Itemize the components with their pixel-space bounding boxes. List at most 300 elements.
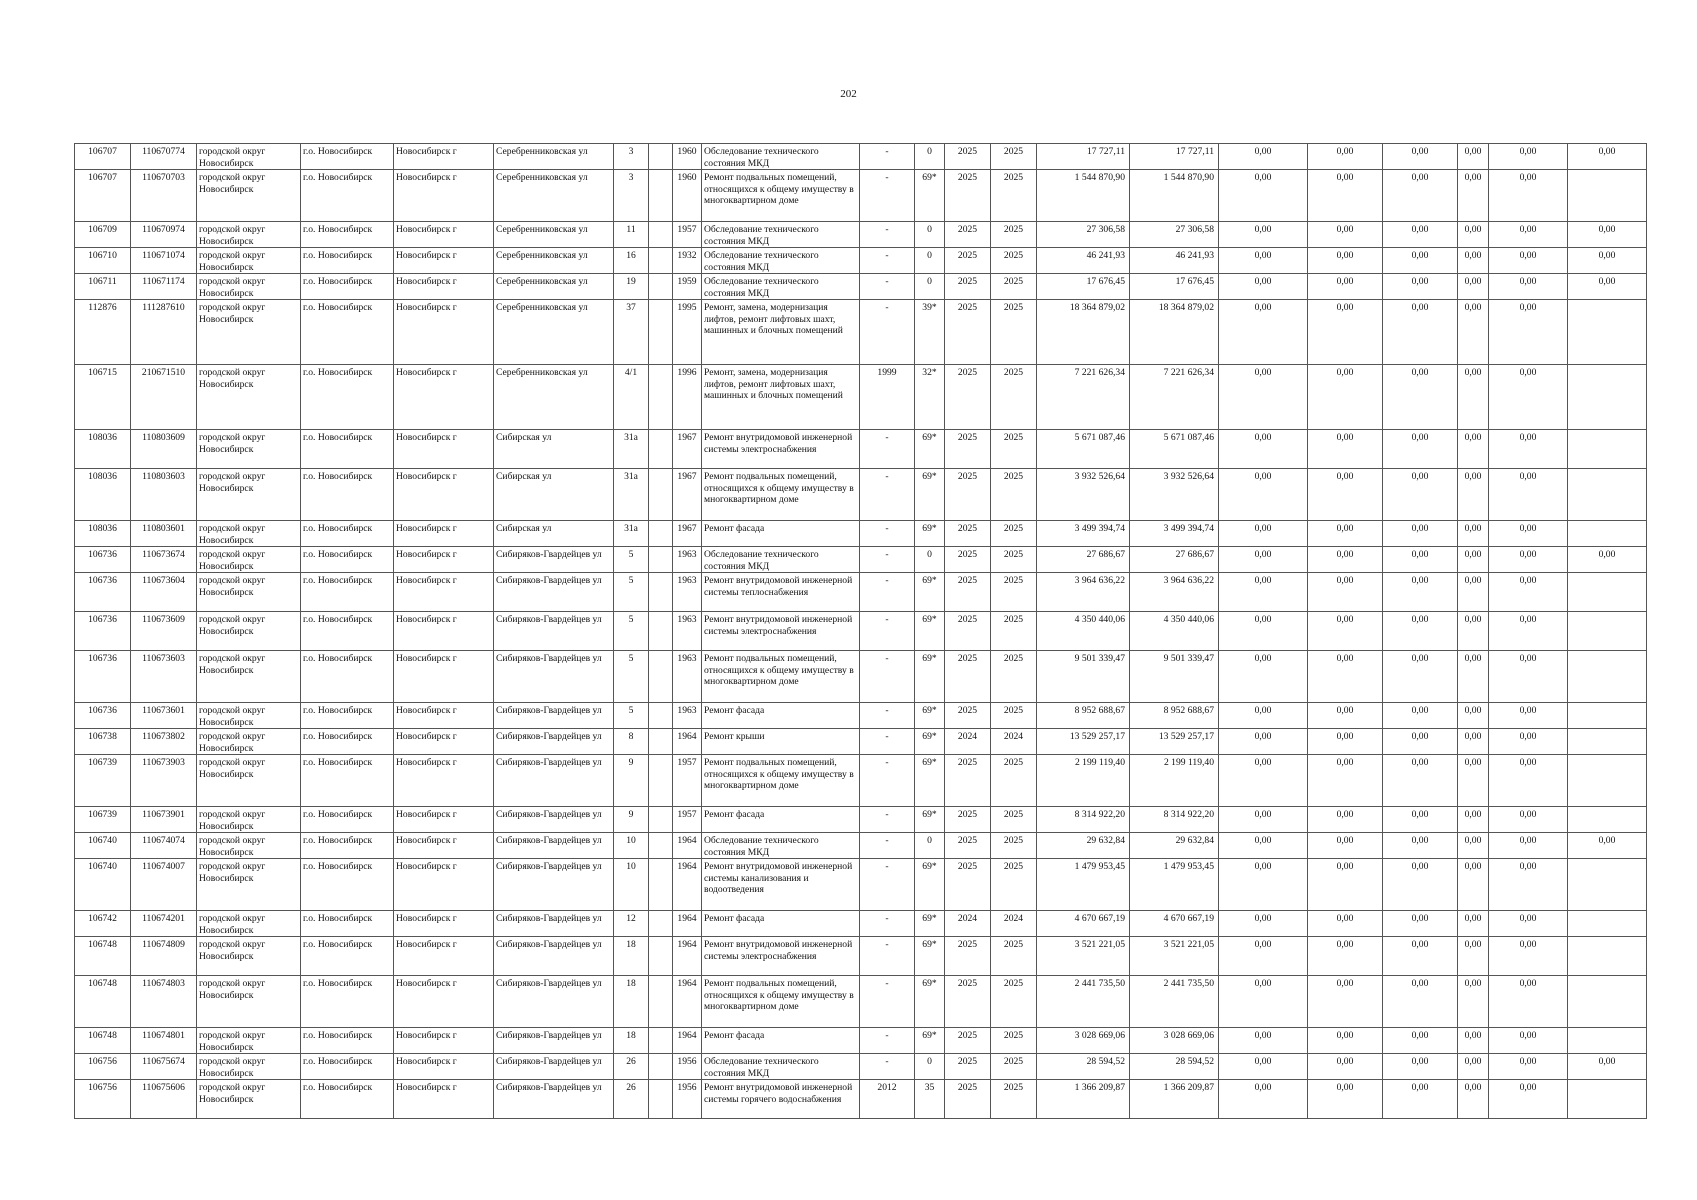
- col-id: 106707: [75, 144, 131, 170]
- col-id: 106711: [75, 274, 131, 300]
- col-last-repair: -: [860, 911, 915, 937]
- col-cost-owners: 0,00: [1458, 365, 1489, 430]
- col-cost-other: 0,00: [1489, 365, 1568, 430]
- col-year-built: 1956: [673, 1080, 702, 1119]
- col-municipality: городской округ Новосибирск: [197, 248, 301, 274]
- col-cost-owners: 0,00: [1458, 469, 1489, 521]
- col-cost-extra: 0,00: [1568, 274, 1647, 300]
- col-district: г.о. Новосибирск: [301, 300, 394, 365]
- col-year-from: 2024: [945, 911, 991, 937]
- col-cost-other: 0,00: [1489, 937, 1568, 976]
- col-work-type: Ремонт подвальных помещений, относящихся к общему имуществу в многоквартирном доме: [702, 976, 860, 1028]
- col-district: г.о. Новосибирск: [301, 703, 394, 729]
- col-cost-owners: 0,00: [1458, 1028, 1489, 1054]
- col-cost-regional: 0,00: [1308, 430, 1383, 469]
- col-korpus: [649, 274, 673, 300]
- col-cost-extra: [1568, 170, 1647, 222]
- col-city: Новосибирск г: [394, 547, 494, 573]
- table-row: [75, 729, 1647, 755]
- col-cost-local: 0,00: [1383, 911, 1458, 937]
- col-korpus: [649, 469, 673, 521]
- col-cost-extra: [1568, 469, 1647, 521]
- col-year-from: 2025: [945, 703, 991, 729]
- col-house: 31а: [614, 469, 649, 521]
- col-cost-owners: 0,00: [1458, 144, 1489, 170]
- col-year-built: 1964: [673, 833, 702, 859]
- col-cost-owners: 0,00: [1458, 911, 1489, 937]
- col-year-to: 2024: [991, 729, 1037, 755]
- col-district: г.о. Новосибирск: [301, 807, 394, 833]
- col-work-type: Ремонт крыши: [702, 729, 860, 755]
- table-row: [75, 911, 1647, 937]
- col-cost-total: 8 314 922,20: [1037, 807, 1130, 833]
- col-id: 106707: [75, 170, 131, 222]
- col-work-type: Ремонт фасада: [702, 911, 860, 937]
- col-wear: 39*: [915, 300, 945, 365]
- col-cost-federal: 0,00: [1219, 1028, 1308, 1054]
- col-year-built: 1932: [673, 248, 702, 274]
- col-cost-local: 0,00: [1383, 547, 1458, 573]
- col-cost-fund: 18 364 879,02: [1130, 300, 1219, 365]
- col-cost-federal: 0,00: [1219, 573, 1308, 612]
- table-row: [75, 469, 1647, 521]
- col-last-repair: -: [860, 755, 915, 807]
- col-wear: 32*: [915, 365, 945, 430]
- col-cost-regional: 0,00: [1308, 573, 1383, 612]
- col-id: 106709: [75, 222, 131, 248]
- col-work-type: Ремонт внутридомовой инженерной системы горячего водоснабжения: [702, 1080, 860, 1119]
- col-city: Новосибирск г: [394, 976, 494, 1028]
- col-city: Новосибирск г: [394, 937, 494, 976]
- col-work-type: Ремонт внутридомовой инженерной системы электроснабжения: [702, 430, 860, 469]
- col-year-to: 2025: [991, 170, 1037, 222]
- col-cost-regional: 0,00: [1308, 469, 1383, 521]
- col-cost-total: 9 501 339,47: [1037, 651, 1130, 703]
- col-cost-total: 8 952 688,67: [1037, 703, 1130, 729]
- col-district: г.о. Новосибирск: [301, 755, 394, 807]
- col-cost-fund: 8 952 688,67: [1130, 703, 1219, 729]
- col-year-from: 2025: [945, 1080, 991, 1119]
- col-cost-owners: 0,00: [1458, 755, 1489, 807]
- col-code: 110674801: [131, 1028, 197, 1054]
- col-cost-owners: 0,00: [1458, 1080, 1489, 1119]
- col-year-built: 1963: [673, 547, 702, 573]
- col-street: Серебренниковская ул: [494, 300, 614, 365]
- col-korpus: [649, 807, 673, 833]
- col-street: Серебренниковская ул: [494, 274, 614, 300]
- col-id: 108036: [75, 469, 131, 521]
- col-city: Новосибирск г: [394, 222, 494, 248]
- col-city: Новосибирск г: [394, 144, 494, 170]
- col-id: 106756: [75, 1054, 131, 1080]
- col-cost-other: 0,00: [1489, 521, 1568, 547]
- col-wear: 69*: [915, 573, 945, 612]
- col-cost-regional: 0,00: [1308, 1080, 1383, 1119]
- col-cost-extra: [1568, 976, 1647, 1028]
- col-cost-local: 0,00: [1383, 365, 1458, 430]
- col-last-repair: -: [860, 807, 915, 833]
- col-korpus: [649, 248, 673, 274]
- col-wear: 69*: [915, 911, 945, 937]
- col-cost-total: 3 521 221,05: [1037, 937, 1130, 976]
- col-last-repair: -: [860, 469, 915, 521]
- table-row: [75, 859, 1647, 911]
- col-code: 110673609: [131, 612, 197, 651]
- table-row: [75, 144, 1647, 170]
- col-year-to: 2025: [991, 1054, 1037, 1080]
- table-row: [75, 833, 1647, 859]
- col-cost-extra: 0,00: [1568, 222, 1647, 248]
- col-cost-regional: 0,00: [1308, 300, 1383, 365]
- col-municipality: городской округ Новосибирск: [197, 807, 301, 833]
- col-cost-extra: [1568, 430, 1647, 469]
- col-work-type: Ремонт подвальных помещений, относящихся к общему имуществу в многоквартирном доме: [702, 755, 860, 807]
- col-year-from: 2025: [945, 170, 991, 222]
- col-work-type: Ремонт фасада: [702, 807, 860, 833]
- col-korpus: [649, 573, 673, 612]
- col-cost-other: 0,00: [1489, 144, 1568, 170]
- col-year-built: 1964: [673, 729, 702, 755]
- col-house: 3: [614, 170, 649, 222]
- table-row: [75, 1080, 1647, 1119]
- col-cost-other: 0,00: [1489, 703, 1568, 729]
- col-id: 108036: [75, 521, 131, 547]
- col-cost-extra: [1568, 612, 1647, 651]
- col-cost-fund: 17 676,45: [1130, 274, 1219, 300]
- col-cost-fund: 27 306,58: [1130, 222, 1219, 248]
- col-cost-regional: 0,00: [1308, 170, 1383, 222]
- col-year-from: 2025: [945, 859, 991, 911]
- col-year-from: 2025: [945, 248, 991, 274]
- col-municipality: городской округ Новосибирск: [197, 573, 301, 612]
- col-last-repair: -: [860, 651, 915, 703]
- col-work-type: Ремонт внутридомовой инженерной системы теплоснабжения: [702, 573, 860, 612]
- col-municipality: городской округ Новосибирск: [197, 547, 301, 573]
- col-street: Сибиряков-Гвардейцев ул: [494, 547, 614, 573]
- col-cost-fund: 4 670 667,19: [1130, 911, 1219, 937]
- col-wear: 0: [915, 547, 945, 573]
- col-cost-total: 17 676,45: [1037, 274, 1130, 300]
- col-wear: 69*: [915, 937, 945, 976]
- col-cost-fund: 17 727,11: [1130, 144, 1219, 170]
- col-cost-federal: 0,00: [1219, 976, 1308, 1028]
- col-cost-federal: 0,00: [1219, 833, 1308, 859]
- col-cost-owners: 0,00: [1458, 703, 1489, 729]
- col-last-repair: -: [860, 1054, 915, 1080]
- col-work-type: Ремонт подвальных помещений, относящихся к общему имуществу в многоквартирном доме: [702, 651, 860, 703]
- col-cost-other: 0,00: [1489, 547, 1568, 573]
- col-cost-other: 0,00: [1489, 859, 1568, 911]
- col-municipality: городской округ Новосибирск: [197, 755, 301, 807]
- col-cost-local: 0,00: [1383, 833, 1458, 859]
- col-street: Сибиряков-Гвардейцев ул: [494, 729, 614, 755]
- col-cost-owners: 0,00: [1458, 274, 1489, 300]
- col-municipality: городской округ Новосибирск: [197, 170, 301, 222]
- col-street: Сибиряков-Гвардейцев ул: [494, 1054, 614, 1080]
- col-korpus: [649, 521, 673, 547]
- col-year-to: 2025: [991, 365, 1037, 430]
- col-city: Новосибирск г: [394, 469, 494, 521]
- col-wear: 69*: [915, 651, 945, 703]
- col-wear: 69*: [915, 430, 945, 469]
- col-city: Новосибирск г: [394, 859, 494, 911]
- col-cost-federal: 0,00: [1219, 274, 1308, 300]
- col-wear: 69*: [915, 170, 945, 222]
- col-wear: 69*: [915, 612, 945, 651]
- col-year-to: 2024: [991, 911, 1037, 937]
- col-cost-fund: 4 350 440,06: [1130, 612, 1219, 651]
- col-cost-total: 2 199 119,40: [1037, 755, 1130, 807]
- col-municipality: городской округ Новосибирск: [197, 521, 301, 547]
- col-code: 110674201: [131, 911, 197, 937]
- col-id: 106736: [75, 547, 131, 573]
- col-cost-owners: 0,00: [1458, 170, 1489, 222]
- col-cost-owners: 0,00: [1458, 1054, 1489, 1080]
- col-year-from: 2025: [945, 222, 991, 248]
- col-year-from: 2025: [945, 573, 991, 612]
- col-house: 31а: [614, 521, 649, 547]
- col-city: Новосибирск г: [394, 248, 494, 274]
- col-municipality: городской округ Новосибирск: [197, 274, 301, 300]
- col-city: Новосибирск г: [394, 274, 494, 300]
- col-city: Новосибирск г: [394, 430, 494, 469]
- col-last-repair: -: [860, 170, 915, 222]
- col-cost-other: 0,00: [1489, 612, 1568, 651]
- table-row: [75, 300, 1647, 365]
- col-cost-federal: 0,00: [1219, 937, 1308, 976]
- col-korpus: [649, 222, 673, 248]
- col-year-to: 2025: [991, 573, 1037, 612]
- col-cost-regional: 0,00: [1308, 703, 1383, 729]
- col-street: Сибиряков-Гвардейцев ул: [494, 1028, 614, 1054]
- col-cost-regional: 0,00: [1308, 547, 1383, 573]
- col-wear: 69*: [915, 976, 945, 1028]
- col-municipality: городской округ Новосибирск: [197, 1028, 301, 1054]
- col-cost-other: 0,00: [1489, 222, 1568, 248]
- col-cost-owners: 0,00: [1458, 976, 1489, 1028]
- col-cost-owners: 0,00: [1458, 222, 1489, 248]
- table-row: [75, 807, 1647, 833]
- col-cost-extra: [1568, 1028, 1647, 1054]
- col-year-to: 2025: [991, 612, 1037, 651]
- col-street: Серебренниковская ул: [494, 365, 614, 430]
- col-cost-total: 4 350 440,06: [1037, 612, 1130, 651]
- col-cost-regional: 0,00: [1308, 859, 1383, 911]
- col-last-repair: -: [860, 274, 915, 300]
- col-korpus: [649, 1054, 673, 1080]
- col-house: 5: [614, 573, 649, 612]
- col-year-from: 2025: [945, 976, 991, 1028]
- table-row: [75, 703, 1647, 729]
- col-last-repair: -: [860, 222, 915, 248]
- col-last-repair: -: [860, 729, 915, 755]
- col-cost-federal: 0,00: [1219, 651, 1308, 703]
- col-cost-local: 0,00: [1383, 573, 1458, 612]
- col-cost-fund: 3 521 221,05: [1130, 937, 1219, 976]
- col-year-from: 2025: [945, 469, 991, 521]
- col-street: Сибирская ул: [494, 521, 614, 547]
- col-last-repair: -: [860, 976, 915, 1028]
- col-house: 16: [614, 248, 649, 274]
- col-cost-regional: 0,00: [1308, 911, 1383, 937]
- col-cost-local: 0,00: [1383, 170, 1458, 222]
- col-code: 111287610: [131, 300, 197, 365]
- col-id: 106756: [75, 1080, 131, 1119]
- col-cost-extra: [1568, 573, 1647, 612]
- col-id: 106736: [75, 651, 131, 703]
- col-cost-federal: 0,00: [1219, 300, 1308, 365]
- col-cost-total: 18 364 879,02: [1037, 300, 1130, 365]
- col-cost-extra: [1568, 807, 1647, 833]
- col-cost-other: 0,00: [1489, 729, 1568, 755]
- col-cost-owners: 0,00: [1458, 651, 1489, 703]
- col-house: 10: [614, 833, 649, 859]
- col-cost-regional: 0,00: [1308, 1028, 1383, 1054]
- col-year-to: 2025: [991, 547, 1037, 573]
- col-cost-local: 0,00: [1383, 612, 1458, 651]
- col-code: 110673903: [131, 755, 197, 807]
- col-id: 106748: [75, 1028, 131, 1054]
- col-cost-regional: 0,00: [1308, 612, 1383, 651]
- col-cost-local: 0,00: [1383, 937, 1458, 976]
- col-code: 110671074: [131, 248, 197, 274]
- col-cost-total: 1 366 209,87: [1037, 1080, 1130, 1119]
- col-district: г.о. Новосибирск: [301, 1080, 394, 1119]
- col-cost-regional: 0,00: [1308, 729, 1383, 755]
- col-city: Новосибирск г: [394, 1054, 494, 1080]
- col-cost-federal: 0,00: [1219, 170, 1308, 222]
- col-district: г.о. Новосибирск: [301, 365, 394, 430]
- col-id: 106710: [75, 248, 131, 274]
- col-street: Сибиряков-Гвардейцев ул: [494, 833, 614, 859]
- col-year-from: 2025: [945, 144, 991, 170]
- col-cost-total: 28 594,52: [1037, 1054, 1130, 1080]
- col-cost-total: 7 221 626,34: [1037, 365, 1130, 430]
- col-id: 106736: [75, 573, 131, 612]
- col-cost-extra: [1568, 521, 1647, 547]
- col-work-type: Ремонт, замена, модернизация лифтов, ремонт лифтовых шахт, машинных и блочных помещений: [702, 365, 860, 430]
- col-korpus: [649, 300, 673, 365]
- col-municipality: городской округ Новосибирск: [197, 651, 301, 703]
- col-city: Новосибирск г: [394, 1080, 494, 1119]
- col-cost-fund: 3 028 669,06: [1130, 1028, 1219, 1054]
- col-cost-total: 3 028 669,06: [1037, 1028, 1130, 1054]
- col-municipality: городской округ Новосибирск: [197, 729, 301, 755]
- col-street: Сибиряков-Гвардейцев ул: [494, 859, 614, 911]
- col-cost-extra: [1568, 300, 1647, 365]
- col-work-type: Обследование технического состояния МКД: [702, 274, 860, 300]
- col-city: Новосибирск г: [394, 911, 494, 937]
- col-house: 26: [614, 1054, 649, 1080]
- col-code: 110673604: [131, 573, 197, 612]
- col-year-from: 2025: [945, 937, 991, 976]
- col-cost-owners: 0,00: [1458, 612, 1489, 651]
- col-wear: 69*: [915, 703, 945, 729]
- col-code: 110674809: [131, 937, 197, 976]
- col-city: Новосибирск г: [394, 651, 494, 703]
- col-cost-federal: 0,00: [1219, 430, 1308, 469]
- col-cost-federal: 0,00: [1219, 547, 1308, 573]
- col-wear: 69*: [915, 469, 945, 521]
- table-row: [75, 222, 1647, 248]
- col-cost-local: 0,00: [1383, 248, 1458, 274]
- col-house: 18: [614, 1028, 649, 1054]
- col-last-repair: -: [860, 144, 915, 170]
- col-year-from: 2025: [945, 365, 991, 430]
- col-cost-regional: 0,00: [1308, 274, 1383, 300]
- col-korpus: [649, 170, 673, 222]
- col-cost-other: 0,00: [1489, 274, 1568, 300]
- col-district: г.о. Новосибирск: [301, 222, 394, 248]
- col-cost-owners: 0,00: [1458, 859, 1489, 911]
- col-cost-local: 0,00: [1383, 300, 1458, 365]
- col-cost-fund: 29 632,84: [1130, 833, 1219, 859]
- col-code: 110803603: [131, 469, 197, 521]
- col-cost-local: 0,00: [1383, 729, 1458, 755]
- table-row: [75, 612, 1647, 651]
- col-house: 9: [614, 755, 649, 807]
- col-district: г.о. Новосибирск: [301, 547, 394, 573]
- table-row: [75, 937, 1647, 976]
- col-wear: 69*: [915, 859, 945, 911]
- col-street: Серебренниковская ул: [494, 248, 614, 274]
- col-house: 8: [614, 729, 649, 755]
- col-year-from: 2025: [945, 300, 991, 365]
- col-cost-federal: 0,00: [1219, 222, 1308, 248]
- col-year-built: 1964: [673, 937, 702, 976]
- col-cost-owners: 0,00: [1458, 521, 1489, 547]
- col-cost-regional: 0,00: [1308, 755, 1383, 807]
- col-municipality: городской округ Новосибирск: [197, 612, 301, 651]
- table-row: [75, 170, 1647, 222]
- col-code: 110675606: [131, 1080, 197, 1119]
- col-cost-federal: 0,00: [1219, 729, 1308, 755]
- col-cost-local: 0,00: [1383, 807, 1458, 833]
- col-cost-owners: 0,00: [1458, 300, 1489, 365]
- col-cost-extra: 0,00: [1568, 248, 1647, 274]
- col-cost-regional: 0,00: [1308, 222, 1383, 248]
- col-cost-owners: 0,00: [1458, 248, 1489, 274]
- col-work-type: Обследование технического состояния МКД: [702, 248, 860, 274]
- col-wear: 0: [915, 1054, 945, 1080]
- col-cost-fund: 46 241,93: [1130, 248, 1219, 274]
- col-cost-owners: 0,00: [1458, 573, 1489, 612]
- col-wear: 0: [915, 222, 945, 248]
- col-korpus: [649, 430, 673, 469]
- col-last-repair: -: [860, 1028, 915, 1054]
- col-cost-fund: 13 529 257,17: [1130, 729, 1219, 755]
- col-street: Серебренниковская ул: [494, 222, 614, 248]
- col-municipality: городской округ Новосибирск: [197, 1054, 301, 1080]
- col-cost-federal: 0,00: [1219, 1080, 1308, 1119]
- col-year-built: 1957: [673, 755, 702, 807]
- col-wear: 0: [915, 144, 945, 170]
- col-cost-extra: [1568, 365, 1647, 430]
- col-cost-local: 0,00: [1383, 1028, 1458, 1054]
- col-cost-other: 0,00: [1489, 170, 1568, 222]
- col-cost-fund: 2 199 119,40: [1130, 755, 1219, 807]
- col-id: 106739: [75, 755, 131, 807]
- col-wear: 69*: [915, 1028, 945, 1054]
- col-cost-local: 0,00: [1383, 976, 1458, 1028]
- col-year-built: 1957: [673, 222, 702, 248]
- col-city: Новосибирск г: [394, 300, 494, 365]
- col-cost-fund: 27 686,67: [1130, 547, 1219, 573]
- col-street: Сибиряков-Гвардейцев ул: [494, 976, 614, 1028]
- col-last-repair: -: [860, 859, 915, 911]
- col-cost-regional: 0,00: [1308, 521, 1383, 547]
- col-street: Сибиряков-Гвардейцев ул: [494, 937, 614, 976]
